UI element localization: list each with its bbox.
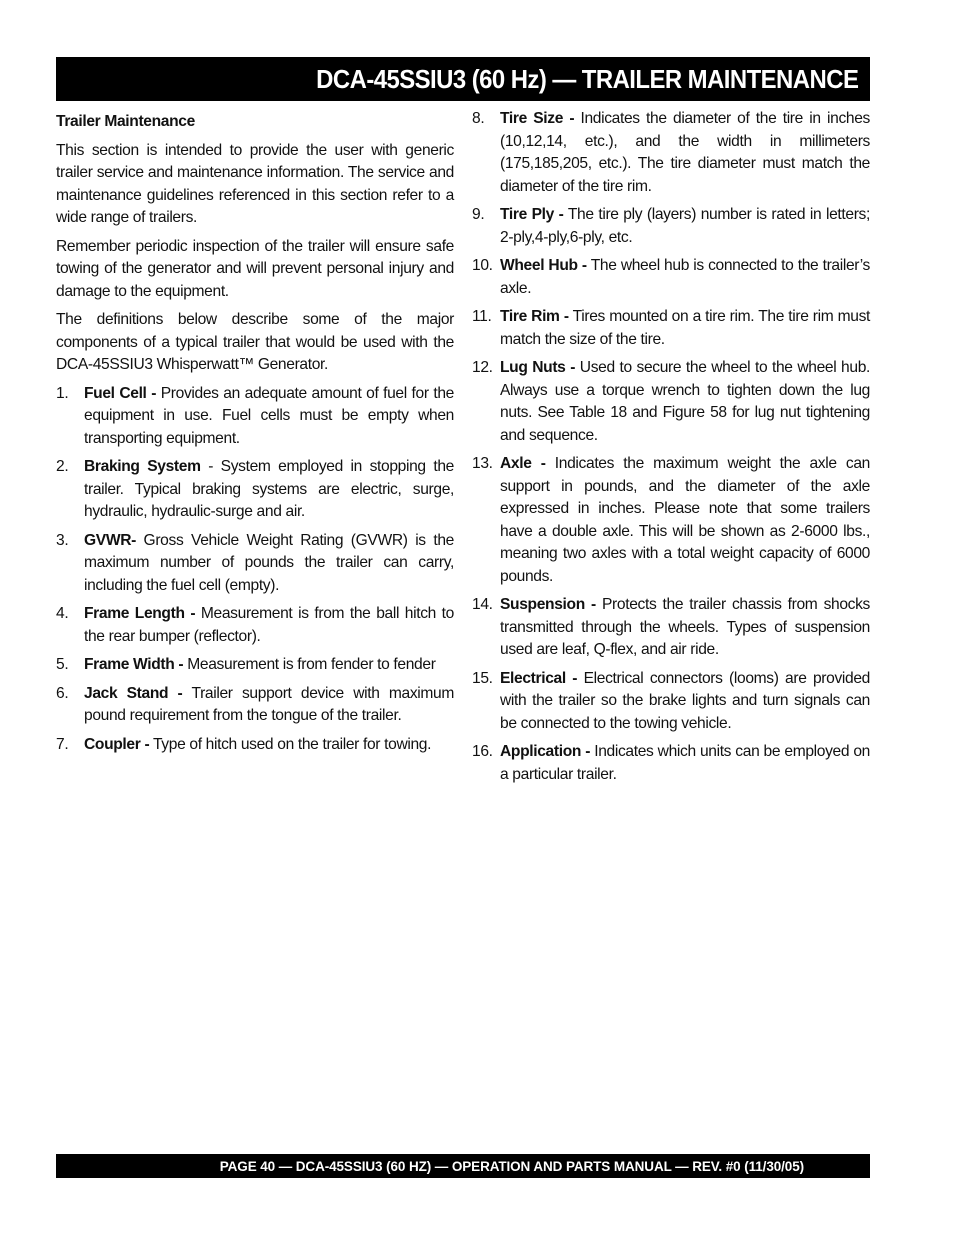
item-number: 6. xyxy=(56,684,69,702)
definitions-paragraph: The definitions below describe some of the major components of a typical trailer that would be used with the DCA-45SSIU3 Whisperwatt™ Generator. xyxy=(56,311,454,373)
item-body xyxy=(500,108,870,198)
item-number: 5. xyxy=(56,656,69,673)
item-text: Measurement is from fender to fender xyxy=(183,656,436,673)
item-term: Wheel Hub - xyxy=(500,257,587,274)
item-number: 10. xyxy=(472,257,493,274)
list-item xyxy=(472,204,870,249)
item-number: 13. xyxy=(472,455,493,472)
item-text: Indicates the maximum weight the axle can support in pounds, and the diameter of the axle expressed in inches. Please note that some trailers have a double axle. This will be shown as 2-6000 lbs., meaning two axles with a total weight capacity of 6000 pounds. xyxy=(500,455,870,585)
item-text: The wheel hub is connected to the trailer’s axle. xyxy=(500,257,870,297)
item-text: Electrical connectors (looms) are provided with the trailer so the brake lights and turn signals can be connected to the towing vehicle. xyxy=(500,669,870,732)
item-text: The tire ply (layers) number is rated in letters; 2-ply,4-ply,6-ply, etc. xyxy=(500,206,870,246)
list-item xyxy=(56,734,454,757)
item-number: 15. xyxy=(472,669,493,687)
list-item xyxy=(56,383,454,451)
item-body xyxy=(500,594,870,662)
section-title: Trailer Maintenance xyxy=(56,113,195,130)
item-text: Indicates which units can be employed on a particular trailer. xyxy=(500,743,870,783)
item-number: 1. xyxy=(56,384,69,402)
item-term: Tire Ply - xyxy=(500,206,564,223)
list-item xyxy=(56,456,454,524)
item-number: 4. xyxy=(56,605,69,622)
item-text: Trailer support device with maximum pound requirement from the tongue of the trailer. xyxy=(84,684,455,724)
list-item xyxy=(472,741,870,786)
item-term: Application - xyxy=(500,743,591,760)
list-item xyxy=(56,603,454,648)
item-text: - System employed in stopping the trailer. Typical braking systems are electric, surge, hydraulic, hydraulic-surge and air. xyxy=(84,458,454,520)
item-text: Protects the trailer chassis from shocks transmitted through the wheels. Types of suspension used are leaf, Q-flex, and air ride. xyxy=(500,596,870,658)
item-body xyxy=(84,456,454,524)
item-body xyxy=(84,654,454,677)
right-column xyxy=(472,108,870,792)
list-item xyxy=(472,668,870,736)
item-number: 7. xyxy=(56,735,69,753)
item-term: Braking System xyxy=(84,458,201,475)
item-body xyxy=(500,204,870,249)
list-item xyxy=(472,255,870,300)
item-number: 2. xyxy=(56,458,69,475)
item-body xyxy=(84,683,454,728)
item-number: 3. xyxy=(56,531,69,549)
inspection-paragraph: Remember periodic inspection of the trailer will ensure safe towing of the generator and will prevent personal injury and damage to the equipment. xyxy=(56,237,454,300)
item-text: Used to secure the wheel to the wheel hub. Always use a torque wrench to tighten down the lug nuts. See Table 18 and Figure 58 for lug nut tightening and sequence. xyxy=(500,359,870,444)
item-text: Measurement is from the ball hitch to the rear bumper (reflector). xyxy=(84,605,454,645)
item-number: 8. xyxy=(472,110,485,127)
item-number: 14. xyxy=(472,596,493,613)
item-body xyxy=(500,306,870,351)
item-number: 12. xyxy=(472,359,493,376)
intro-paragraph: This section is intended to provide the user with generic trailer service and maintenance information. The service and maintenance guidelines referenced in this section refer to a wide range of trailers. xyxy=(56,141,454,226)
item-number: 16. xyxy=(472,743,493,760)
item-body xyxy=(500,668,870,736)
item-body xyxy=(84,383,454,451)
item-body xyxy=(84,530,454,598)
item-term: Axle - xyxy=(500,455,546,472)
list-item xyxy=(472,306,870,351)
item-term: GVWR- xyxy=(84,531,136,549)
item-number: 11. xyxy=(472,308,492,325)
item-body xyxy=(84,734,454,757)
item-body xyxy=(500,741,870,786)
item-body xyxy=(84,603,454,648)
item-term: Fuel Cell - xyxy=(84,384,157,402)
item-term: Tire Size - xyxy=(500,110,575,127)
list-item xyxy=(56,530,454,598)
item-term: Lug Nuts - xyxy=(500,359,576,376)
item-text: Type of hitch used on the trailer for towing. xyxy=(149,735,432,753)
list-item xyxy=(472,453,870,588)
item-number: 9. xyxy=(472,206,485,223)
item-body xyxy=(500,453,870,588)
item-text: Provides an adequate amount of fuel for the equipment in use. Fuel cells must be empty when transporting equipment. xyxy=(84,384,454,447)
item-term: Tire Rim - xyxy=(500,308,569,325)
item-text: Indicates the diameter of the tire in inches (10,12,14, etc.), and the width in millimeters (175,185,205, etc.). The tire diameter must match the diameter of the tire rim. xyxy=(500,110,871,195)
item-term: Jack Stand - xyxy=(84,684,183,702)
list-item xyxy=(472,594,870,662)
item-text: Gross Vehicle Weight Rating (GVWR) is the maximum number of pounds the trailer can carry, including the fuel cell (empty). xyxy=(84,531,454,594)
page-title: DCA-45SSIU3 (60 Hz) — TRAILER MAINTENANCE xyxy=(315,63,858,94)
item-body xyxy=(500,255,870,300)
list-item xyxy=(472,108,870,198)
list-item xyxy=(56,683,454,728)
item-term: Suspension - xyxy=(500,596,596,613)
page-footer-bar xyxy=(56,1154,870,1178)
item-term: Frame Width - xyxy=(84,656,184,673)
item-term: Frame Length - xyxy=(84,605,196,622)
list-item xyxy=(472,357,870,447)
page-footer: PAGE 40 — DCA-45SSIU3 (60 HZ) — OPERATION AND PARTS MANUAL — REV. #0 (11/30/05) xyxy=(219,1158,804,1174)
item-text: Tires mounted on a tire rim. The tire rim must match the size of the tire. xyxy=(500,308,871,348)
item-term: Coupler - xyxy=(84,735,150,753)
left-column xyxy=(56,108,454,762)
page-header-bar xyxy=(56,57,870,101)
list-item xyxy=(56,654,454,677)
item-term: Electrical - xyxy=(500,669,578,687)
item-body xyxy=(500,357,870,447)
